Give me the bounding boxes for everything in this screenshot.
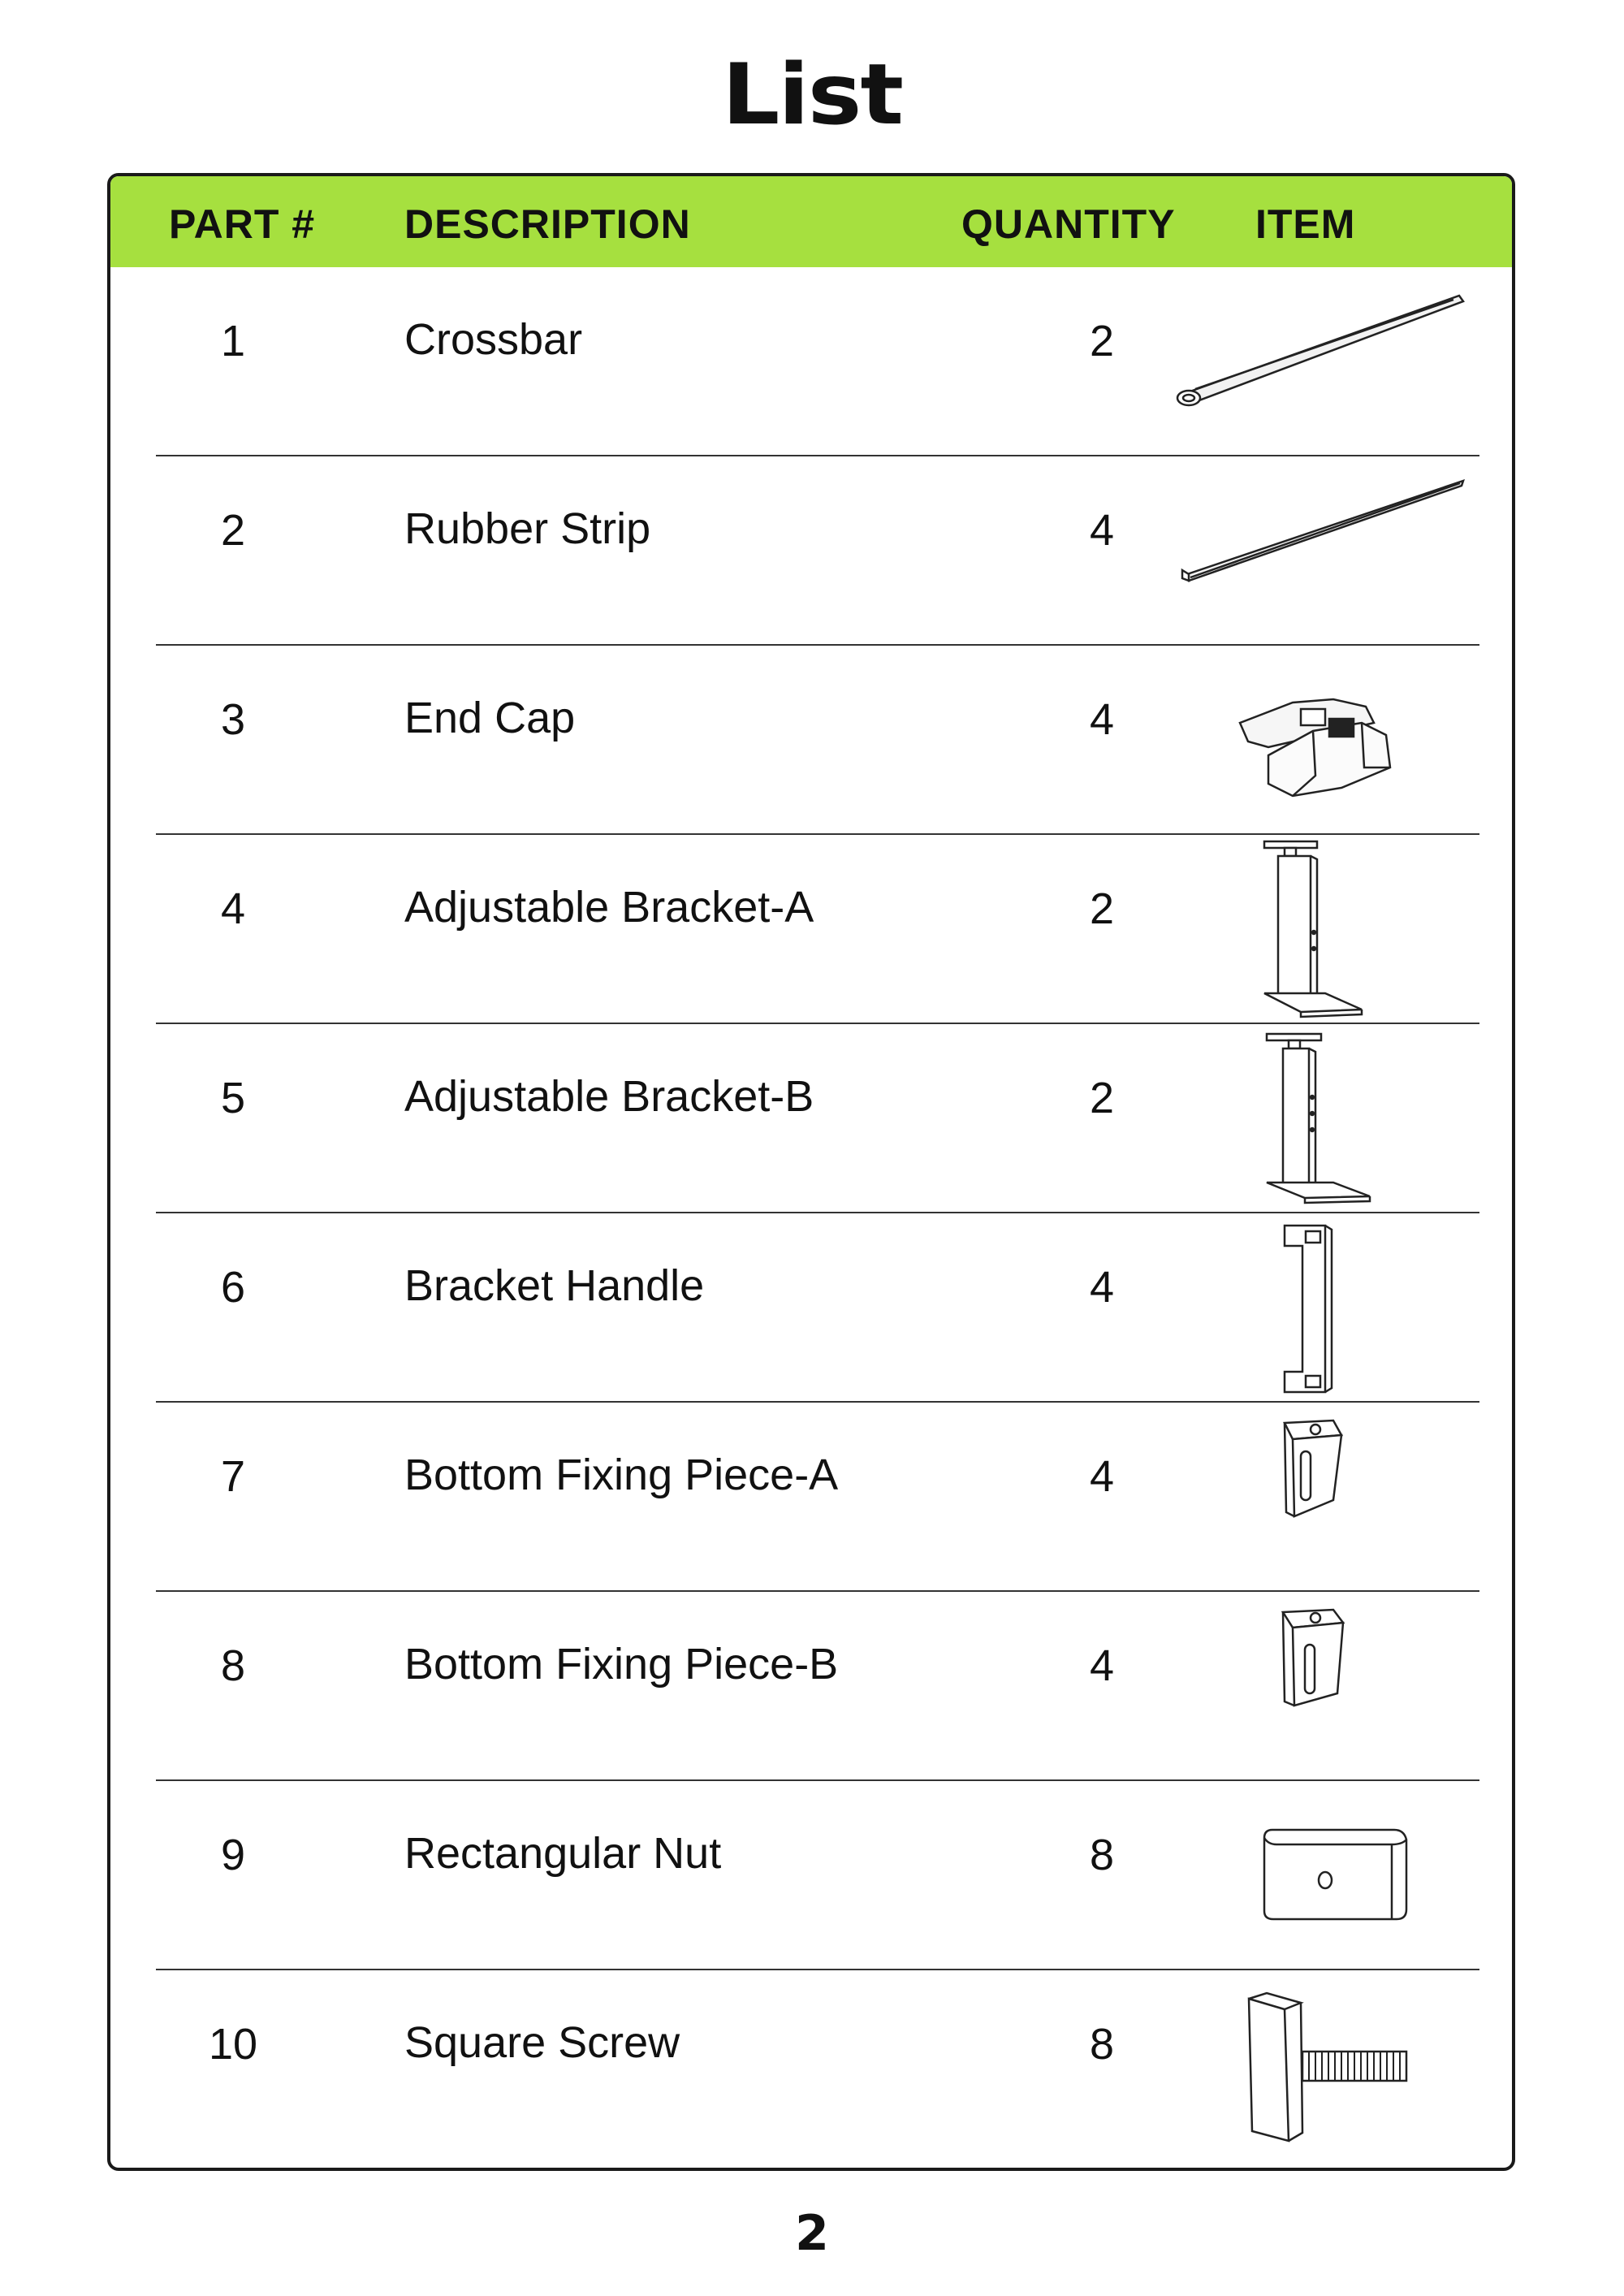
table-row [156,1403,1479,1592]
part-description: Square Screw [404,2018,680,2067]
part-description: Crossbar [404,315,583,364]
header-part: PART # [169,201,316,247]
part-quantity: 4 [1089,1641,1115,1690]
part-description: Rectangular Nut [404,1829,722,1878]
square-screw-icon [1171,1970,1479,2160]
part-number: 7 [220,1452,246,1501]
table-row [156,1592,1479,1781]
fixing-piece-b-icon [1171,1592,1479,1781]
table-row [156,646,1479,835]
part-quantity: 4 [1089,695,1115,744]
part-description: Bottom Fixing Piece-A [404,1451,839,1499]
rectangular-nut-icon [1171,1781,1479,1970]
header-item: ITEM [1255,201,1356,247]
part-number: 5 [220,1074,246,1122]
bracket-handle-icon [1171,1213,1479,1403]
part-number: 2 [220,506,246,555]
header-quantity: QUANTITY [961,201,1176,247]
bracket-b-icon [1171,1024,1479,1213]
part-quantity: 2 [1089,317,1115,365]
part-quantity: 4 [1089,506,1115,555]
part-description: Adjustable Bracket-B [404,1072,814,1121]
page-title: List [722,46,902,144]
table-header [110,176,1512,267]
part-number: 4 [220,884,246,933]
part-description: End Cap [404,694,576,742]
part-description: Adjustable Bracket-A [404,883,814,932]
parts-table [107,173,1515,2171]
table-row [156,267,1479,456]
part-description: Bottom Fixing Piece-B [404,1640,839,1688]
table-row [156,1213,1479,1403]
part-description: Bracket Handle [404,1261,705,1310]
page-number: 2 [795,2205,829,2262]
part-number: 3 [220,695,246,744]
part-quantity: 4 [1089,1452,1115,1501]
part-quantity: 8 [1089,1831,1115,1879]
part-number: 9 [220,1831,246,1879]
part-quantity: 2 [1089,1074,1115,1122]
part-number: 8 [220,1641,246,1690]
table-row [156,1781,1479,1970]
bracket-a-icon [1171,835,1479,1024]
part-number: 10 [208,2020,258,2069]
table-row [156,1970,1479,2160]
part-number: 6 [220,1263,246,1312]
part-description: Rubber Strip [404,504,651,553]
fixing-piece-a-icon [1171,1403,1479,1592]
crossbar-icon [1171,267,1479,456]
rubber-strip-icon [1171,456,1479,646]
part-quantity: 8 [1089,2020,1115,2069]
part-quantity: 2 [1089,884,1115,933]
end-cap-icon [1171,646,1479,835]
header-description: DESCRIPTION [404,201,691,247]
table-row [156,456,1479,646]
part-quantity: 4 [1089,1263,1115,1312]
table-row [156,1024,1479,1213]
part-number: 1 [220,317,246,365]
table-row [156,835,1479,1024]
